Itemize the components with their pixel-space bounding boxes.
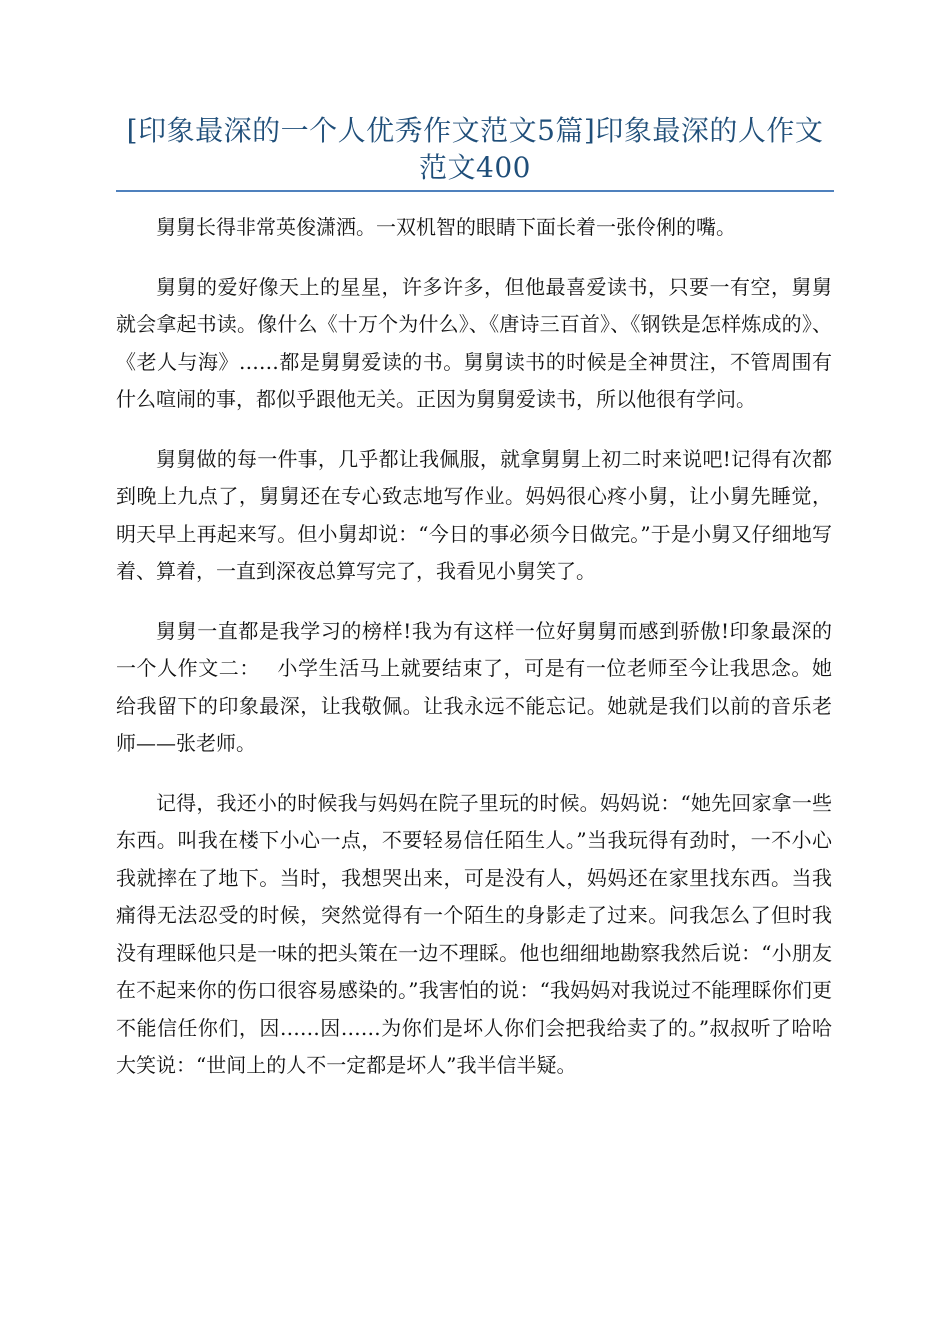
paragraph-5: 记得，我还小的时候我与妈妈在院子里玩的时候。妈妈说：“她先回家拿一些东西。叫我在楼下小心一点，不要轻易信任陌生人。”当我玩得有劲时，一不小心我就摔在了地下。当时，我想哭出来，可是没有人，妈妈还在家里找东西。当我痛得无法忍受的时候，突然觉得有一个陌生的身影走了过来。问我怎么了但时我没有理睬他只是一味的把头策在一边不理睬。他也细细地勘察我然后说：“小朋友在不起来你的伤口很容易感染的。”我害怕的说：“我妈妈对我说过不能理睬你们更不能信任你们，因……因……为你们是坏人你们会把我给卖了的。”叔叔听了哈哈大笑说：“世间上的人不一定都是坏人”我半信半疑。 (116, 790, 832, 1077)
document-body (116, 209, 832, 1107)
paragraph-4: 舅舅一直都是我学习的榜样!我为有这样一位好舅舅而感到骄傲!印象最深的一个人作文二： 小学生活马上就要结束了，可是有一位老师至今让我思念。她给我留下的印象最深，让我敬佩。让我永远不能忘记。她就是我们以前的音乐老师——张老师。 (116, 618, 832, 755)
paragraph-1: 舅舅长得非常英俊潇洒。一双机智的眼睛下面长着一张伶俐的嘴。 (156, 215, 736, 239)
title-block (116, 112, 834, 192)
document-title: [印象最深的一个人优秀作文范文5篇]印象最深的人作文范文400 (126, 114, 824, 184)
paragraph-2: 舅舅的爱好像天上的星星，许多许多，但他最喜爱读书，只要一有空，舅舅就会拿起书读。像什么《十万个为什么》、《唐诗三百首》、《钢铁是怎样炼成的》、《老人与海》……都是舅舅爱读的书。舅舅读书的时候是全神贯注，不管周围有什么喧闹的事，都似乎跟他无关。正因为舅舅爱读书，所以他很有学问。 (116, 274, 832, 411)
paragraph-3: 舅舅做的每一件事，几乎都让我佩服，就拿舅舅上初二时来说吧!记得有次都到晚上九点了，舅舅还在专心致志地写作业。妈妈很心疼小舅，让小舅先睡觉，明天早上再起来写。但小舅却说：“今日的事必须今日做完。”于是小舅又仔细地写着、算着，一直到深夜总算写完了，我看见小舅笑了。 (116, 446, 832, 583)
